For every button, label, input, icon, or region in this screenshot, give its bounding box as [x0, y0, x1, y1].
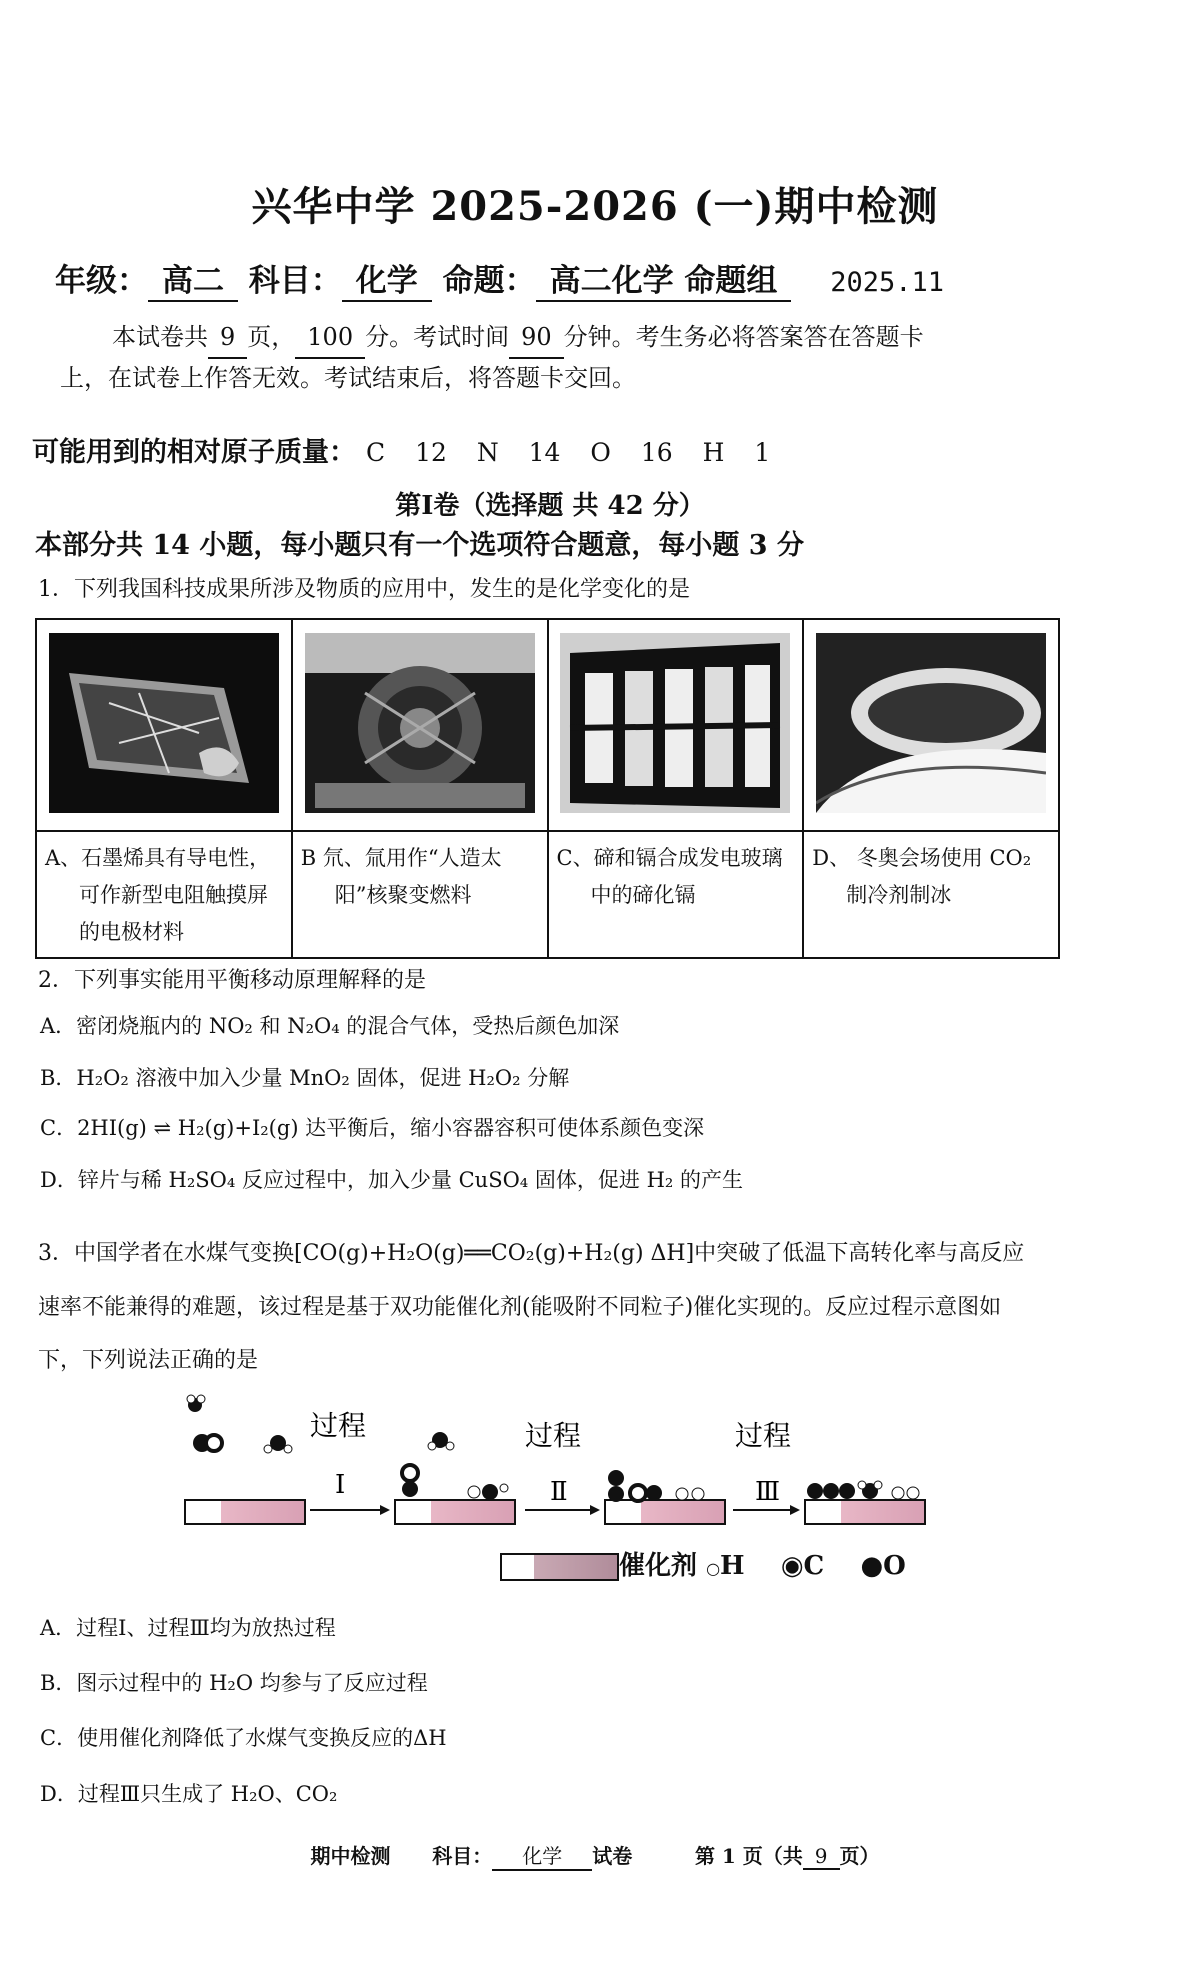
footer-exam: 期中检测 [310, 1844, 391, 1868]
option-a [36, 831, 292, 958]
option-text: 冬奥会场使用 CO₂ 制冷剂制冰 [846, 846, 1032, 907]
touchscreen-photo-icon [49, 633, 279, 813]
footer-subject-value: 化学 [492, 1840, 592, 1871]
grade-value: 高二 [148, 255, 238, 302]
author-label: 命题： [442, 263, 536, 299]
subject-value: 化学 [342, 255, 432, 302]
atomic-masses-values: C 12 N 14 O 16 H 1 [366, 438, 771, 467]
option-text: 氘、氚用作“人造太阳”核聚变燃料 [322, 846, 502, 907]
option-label: B [300, 846, 317, 870]
question-3-option-d: D．过程Ⅲ只生成了 H₂O、CO₂ [40, 1782, 338, 1806]
notice-text: 分钟。考生务必将答案答在答题卡上，在试卷上作答无效。考试结束后，将答题卡交回。 [60, 323, 924, 392]
question-1-table [35, 618, 1060, 959]
question-3-stem-line-3: 下，下列说法正确的是 [38, 1348, 259, 1373]
footer-total-pages: 9 [803, 1844, 840, 1870]
fusion-reactor-photo-icon [305, 633, 535, 813]
footer-page-prefix: 第 1 页（共 [694, 1844, 803, 1868]
option-text: 石墨烯具有导电性，可作新型电阻触摸屏的电极材料 [79, 846, 271, 944]
option-c-image [548, 619, 804, 831]
diagram-legend [500, 1545, 906, 1582]
exam-date: 2025.11 [830, 267, 944, 298]
option-label: A、 [45, 846, 82, 870]
author-value: 高二化学 命题组 [536, 255, 792, 302]
process-numeral-2: Ⅱ [550, 1477, 568, 1507]
page-footer [0, 1840, 1190, 1871]
notice-text: 页， [247, 323, 296, 351]
catalyst-stage-1 [185, 1395, 305, 1524]
process-numeral-1: Ⅰ [335, 1470, 346, 1500]
catalyst-swatch [500, 1553, 619, 1581]
legend-o: O [883, 1551, 906, 1581]
exam-duration: 90 [509, 318, 564, 359]
legend-c: C [803, 1551, 825, 1581]
hydrogen-atom-icon: ○ [706, 1559, 721, 1578]
option-d [803, 831, 1059, 958]
question-2-option-a: A．密闭烧瓶内的 NO₂ 和 N₂O₄ 的混合气体，受热后颜色加深 [40, 1014, 620, 1038]
question-3-stem-line-1: 3．中国学者在水煤气变换[CO(g)+H₂O(g)══CO₂(g)+H₂(g) ΔH]中突破了低温下高转化率与高反应 [38, 1241, 1025, 1266]
grade-label: 年级： [55, 263, 148, 299]
footer-subject-label: 科目： [432, 1844, 493, 1868]
option-text: 碲和镉合成发电玻璃中的碲化镉 [590, 846, 783, 907]
process-label-2: 过程 [525, 1419, 582, 1452]
exam-meta [55, 255, 944, 302]
catalyst-stage-2 [395, 1432, 515, 1524]
solar-glass-building-photo-icon [560, 633, 790, 813]
option-b [292, 831, 548, 958]
exam-notice [60, 318, 960, 398]
page-count: 9 [208, 318, 247, 359]
ice-rink-photo-icon [816, 633, 1046, 813]
total-score: 100 [295, 318, 365, 359]
option-label: C、 [556, 846, 594, 870]
oxygen-atom-icon: ● [860, 1551, 884, 1581]
legend-h: H [720, 1551, 745, 1581]
atomic-masses [32, 430, 770, 469]
catalyst-stage-4 [805, 1481, 925, 1524]
option-c [548, 831, 804, 958]
question-3-option-a: A．过程Ⅰ、过程Ⅲ均为放热过程 [40, 1616, 336, 1640]
question-3-option-b: B．图示过程中的 H₂O 均参与了反应过程 [40, 1671, 428, 1695]
subject-label: 科目： [248, 263, 342, 299]
question-2-stem: 2．下列事实能用平衡移动原理解释的是 [38, 968, 426, 993]
process-label-3: 过程 [735, 1419, 792, 1452]
notice-text: 本试卷共 [112, 323, 208, 351]
option-d-image [803, 619, 1059, 831]
question-1-stem: 1．下列我国科技成果所涉及物质的应用中，发生的是化学变化的是 [38, 577, 690, 602]
atomic-masses-label: 可能用到的相对原子质量： [32, 437, 356, 468]
question-3-stem-line-2: 速率不能兼得的难题，该过程是基于双功能催化剂(能吸附不同粒子)催化实现的。反应过程示意图如 [38, 1295, 1002, 1320]
option-a-image [36, 619, 292, 831]
question-2-option-c: C．2HI(g) ⇌ H₂(g)+I₂(g) 达平衡后，缩小容器容积可使体系颜色变深 [40, 1116, 705, 1140]
question-2-option-b: B．H₂O₂ 溶液中加入少量 MnO₂ 固体，促进 H₂O₂ 分解 [40, 1066, 570, 1090]
question-2-option-d: D．锌片与稀 H₂SO₄ 反应过程中，加入少量 CuSO₄ 固体，促进 H₂ 的产生 [40, 1168, 743, 1192]
reaction-process-diagram [180, 1385, 940, 1535]
legend-catalyst: 催化剂 [619, 1551, 698, 1581]
footer-paper: 试卷 [592, 1844, 633, 1868]
process-numeral-3: Ⅲ [755, 1477, 781, 1507]
option-b-image [292, 619, 548, 831]
exam-title: 兴华中学 2025-2026 (一)期中检测 [251, 183, 939, 230]
section-title: 第Ⅰ卷（选择题 共 42 分） [395, 491, 705, 521]
catalyst-stage-3 [605, 1470, 725, 1524]
question-3-option-c: C．使用催化剂降低了水煤气变换反应的ΔH [40, 1726, 447, 1750]
footer-page-suffix: 页） [839, 1844, 880, 1868]
process-label-1: 过程 [310, 1409, 367, 1442]
notice-text: 分。考试时间 [365, 323, 510, 351]
option-label: D、 [812, 846, 851, 870]
section-instruction: 本部分共 14 小题，每小题只有一个选项符合题意，每小题 3 分 [35, 530, 804, 561]
carbon-atom-icon: ◉ [780, 1551, 804, 1581]
